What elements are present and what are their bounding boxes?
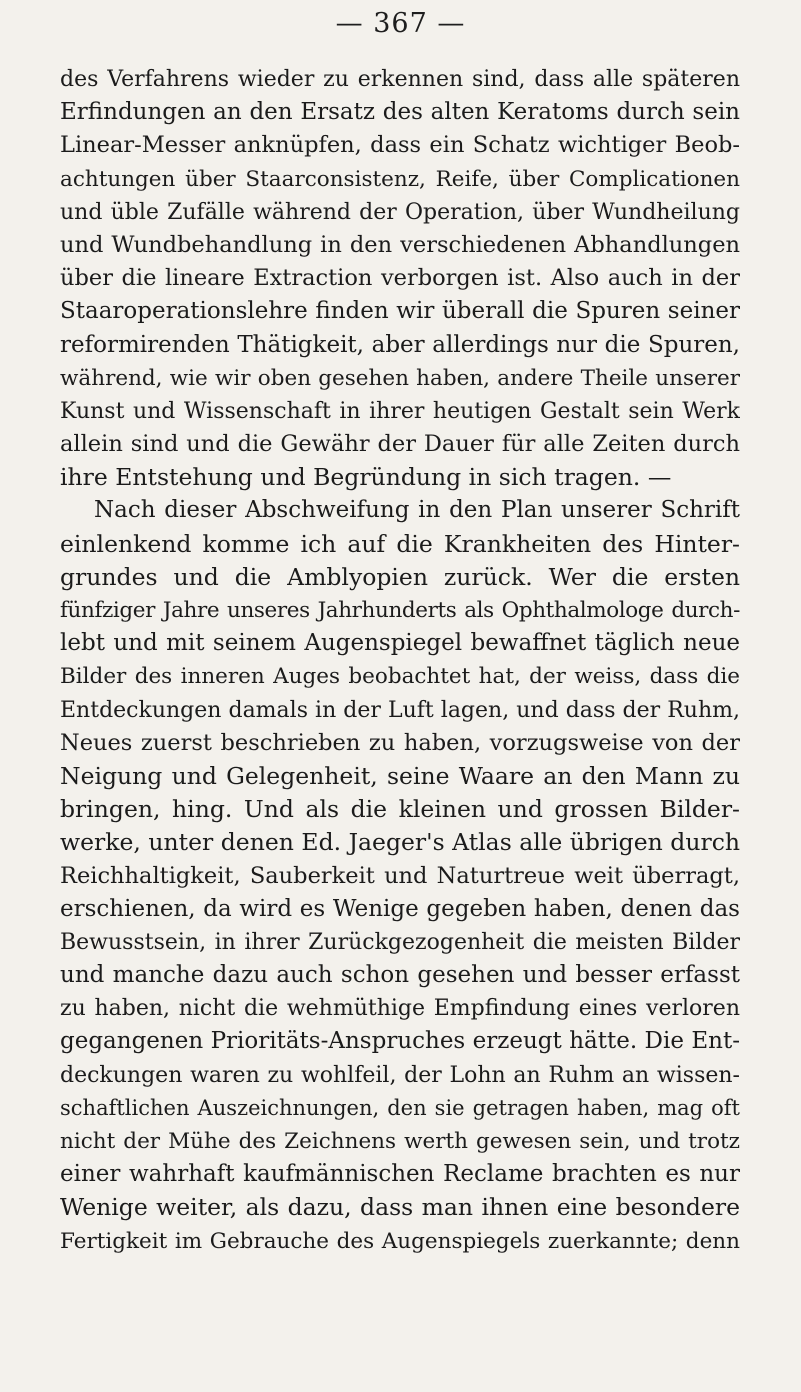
text-line-indented: Nach dieser Abschweifung in den Plan unserer Schrift bbox=[94, 497, 740, 524]
text-line: zu haben, nicht die wehmüthige Empfindung eines verloren bbox=[60, 996, 740, 1022]
text-line: Reichhaltigkeit, Sauberkeit und Naturtreue weit überragt, bbox=[60, 862, 740, 889]
text-line: deckungen waren zu wohlfeil, der Lohn an Ruhm an wissen- bbox=[60, 1062, 740, 1088]
text-line: grundes und die Amblyopien zurück. Wer die ersten bbox=[60, 562, 740, 591]
text-line: einer wahrhaft kaufmännischen Reclame brachten es nur bbox=[60, 1161, 740, 1188]
text-line: des Verfahrens wieder zu erkennen sind, dass alle späteren bbox=[60, 67, 740, 92]
text-line: reformirenden Thätigkeit, aber allerdings nur die Spuren, bbox=[60, 331, 740, 358]
text-line: über die lineare Extraction verborgen ist. Also auch in der bbox=[60, 265, 740, 292]
text-line: Kunst und Wissenschaft in ihrer heutigen Gestalt sein Werk bbox=[60, 398, 740, 424]
text-line: und manche dazu auch schon gesehen und besser erfasst bbox=[60, 962, 740, 989]
text-line: ihre Entstehung und Begründung in sich tragen. — bbox=[60, 463, 672, 492]
text-line: während, wie wir oben gesehen haben, andere Theile unserer bbox=[60, 365, 740, 391]
text-line: Erfindungen an den Ersatz des alten Keratoms durch sein bbox=[60, 99, 740, 126]
text-line: Bewusstsein, in ihrer Zurückgezogenheit die meisten Bilder bbox=[60, 929, 740, 955]
text-line: Bilder des inneren Auges beobachtet hat, der weiss, dass die bbox=[60, 664, 740, 690]
text-line: einlenkend komme ich auf die Krankheiten des Hinter- bbox=[60, 529, 740, 558]
text-line: achtungen über Staarconsistenz, Reife, über Complicationen bbox=[60, 166, 740, 192]
text-line: Entdeckungen damals in der Luft lagen, und dass der Ruhm, bbox=[60, 697, 740, 723]
text-line: Linear-Messer anknüpfen, dass ein Schatz wichtiger Beob- bbox=[60, 132, 740, 159]
text-line: Staaroperationslehre finden wir überall die Spuren seiner bbox=[60, 298, 740, 325]
text-line: allein sind und die Gewähr der Dauer für alle Zeiten durch bbox=[60, 431, 740, 458]
text-line: Neues zuerst beschrieben zu haben, vorzugsweise von der bbox=[60, 729, 740, 756]
text-line: und Wundbehandlung in den verschiedenen Abhandlungen bbox=[60, 231, 740, 258]
text-line: Neigung und Gelegenheit, seine Waare an den Mann zu bbox=[60, 761, 740, 790]
text-line: schaftlichen Auszeichnungen, den sie getragen haben, mag oft bbox=[60, 1095, 740, 1120]
text-line: nicht der Mühe des Zeichnens werth gewesen sein, und trotz bbox=[60, 1129, 740, 1154]
body-text bbox=[60, 63, 740, 1258]
page-number: — 367 — bbox=[335, 8, 466, 39]
text-line: lebt und mit seinem Augenspiegel bewaffnet täglich neue bbox=[60, 630, 740, 657]
text-line: gegangenen Prioritäts-Anspruches erzeugt hätte. Die Ent- bbox=[60, 1028, 740, 1055]
text-line: erschienen, da wird es Wenige gegeben haben, denen das bbox=[60, 895, 740, 922]
text-line: fünfziger Jahre unseres Jahrhunderts als Ophthalmologe durch- bbox=[60, 598, 740, 623]
text-line: werke, unter denen Ed. Jaeger's Atlas alle übrigen durch bbox=[60, 828, 740, 857]
text-line: bringen, hing. Und als die kleinen und grossen Bilder- bbox=[60, 795, 740, 824]
text-line: Wenige weiter, als dazu, dass man ihnen eine besondere bbox=[60, 1193, 740, 1222]
text-line: und üble Zufälle während der Operation, über Wundheilung bbox=[60, 199, 740, 225]
text-line: Fertigkeit im Gebrauche des Augenspiegels zuerkannte; denn bbox=[60, 1228, 740, 1254]
